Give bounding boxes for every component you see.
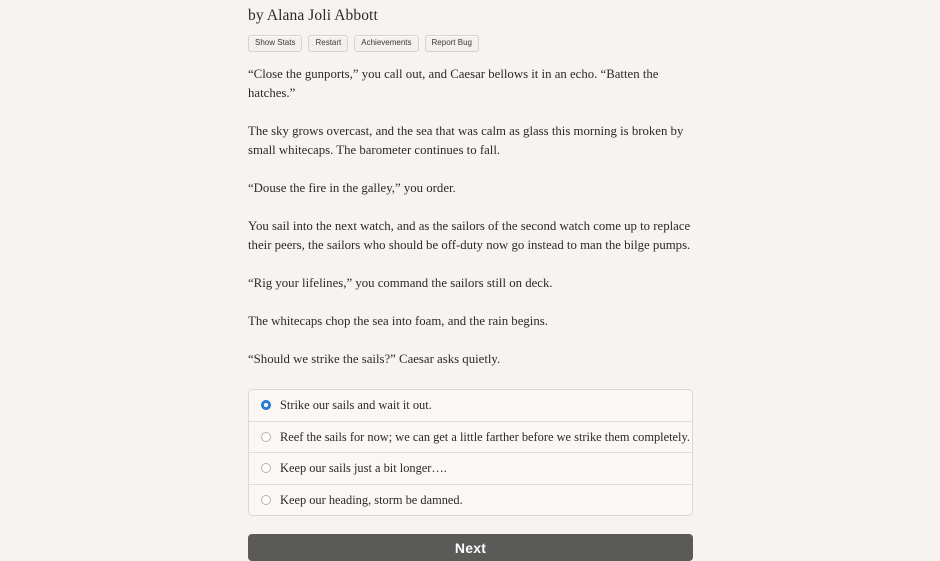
choice-label: Reef the sails for now; we can get a little farther before we strike them completely. bbox=[280, 429, 690, 444]
show-stats-button[interactable]: Show Stats bbox=[248, 35, 302, 52]
author-byline: by Alana Joli Abbott bbox=[248, 7, 378, 24]
story-paragraph: The sky grows overcast, and the sea that was calm as glass this morning is broken by small whitecaps. The barometer continues to fall. bbox=[248, 124, 684, 157]
content-column bbox=[248, 0, 693, 561]
choice-option-1[interactable] bbox=[249, 390, 692, 421]
story-paragraph: “Douse the fire in the galley,” you order. bbox=[248, 181, 456, 195]
choice-option-3[interactable] bbox=[249, 452, 692, 484]
story-paragraph: “Close the gunports,” you call out, and Caesar bellows it in an echo. “Batten the hatches.” bbox=[248, 67, 659, 100]
radio-icon[interactable] bbox=[261, 495, 271, 505]
choice-option-2[interactable] bbox=[249, 421, 692, 453]
choice-option-4[interactable] bbox=[249, 484, 692, 516]
choice-label: Keep our sails just a bit longer…. bbox=[280, 461, 447, 476]
radio-icon-selected[interactable] bbox=[261, 400, 271, 410]
radio-icon[interactable] bbox=[261, 432, 271, 442]
story-paragraph: You sail into the next watch, and as the sailors of the second watch come up to replace their peers, the sailors who should be off-duty now go instead to man the bilge pumps. bbox=[248, 219, 691, 252]
story-paragraph: “Rig your lifelines,” you command the sailors still on deck. bbox=[248, 276, 553, 290]
restart-button[interactable]: Restart bbox=[308, 35, 348, 52]
story-paragraph: “Should we strike the sails?” Caesar asks quietly. bbox=[248, 352, 501, 366]
next-button[interactable]: Next bbox=[248, 534, 693, 561]
report-bug-button[interactable]: Report Bug bbox=[425, 35, 479, 52]
radio-icon[interactable] bbox=[261, 463, 271, 473]
game-toolbar bbox=[248, 36, 693, 51]
choice-label: Keep our heading, storm be damned. bbox=[280, 492, 463, 507]
choice-list bbox=[248, 389, 693, 516]
story-text bbox=[248, 65, 693, 369]
story-paragraph: The whitecaps chop the sea into foam, and the rain begins. bbox=[248, 314, 548, 328]
achievements-button[interactable]: Achievements bbox=[354, 35, 418, 52]
choice-label: Strike our sails and wait it out. bbox=[280, 398, 432, 413]
